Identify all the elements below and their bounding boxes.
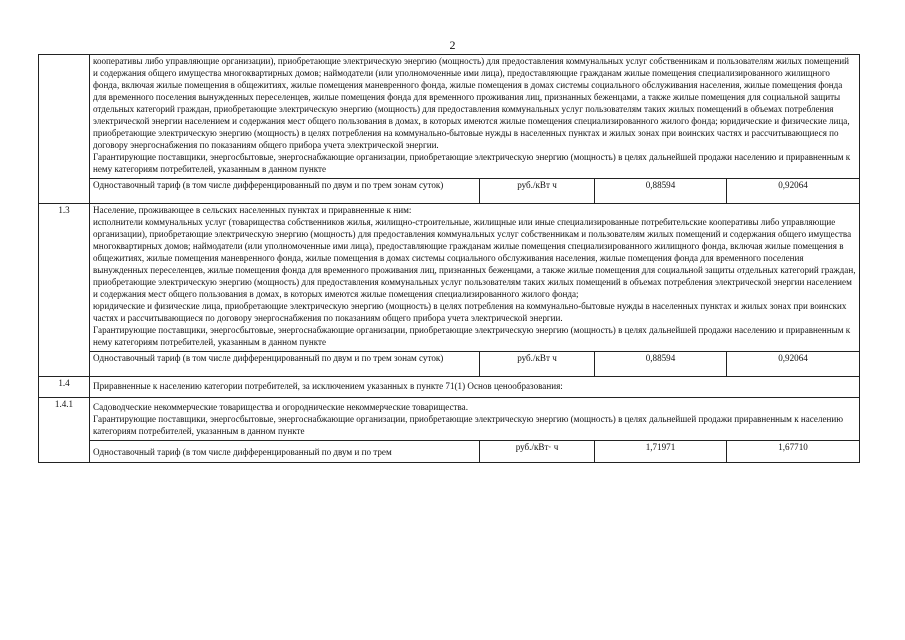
tariff-label: Одноставочный тариф (в том числе дифференцированный по двум и по трем зонам суток) (90, 352, 480, 377)
tariff-unit: руб./кВт ч (480, 179, 595, 204)
tariff-value-second-half: 0,92064 (727, 179, 860, 204)
description-paragraph: кооперативы либо управляющие организации), приобретающие электрическую энергию (мощность) для предоставления коммунальных услуг собственникам и пользователям жилых помещений и содержания общего имущества многоквартирных домов; наймодатели (или уполномоченные ими лица), предоставляющие гражданам жилые помещения специализированного жилищного фонда, включая жилые помещения в общежитиях, жилые помещения маневренного фонда, жилые помещения в домах системы социального обслуживания населения, жилые помещения фонда для временного поселения вынужденных переселенцев, жилые помещения фонда для временного проживания лиц, признанных беженцами, а также жилые помещения для социальной защиты отдельных категорий граждан, приобретающие электрическую энергию (мощность) для предоставления коммунальных услуг пользователям таких жилых помещений в объемах потребления электрической энергии населением и содержания мест общего пользования в домах, в которых имеются жилые помещения специализированного жилого фонда; юридические и физические лица, приобретающие электрическую энергию (мощность) в целях потребления на коммунально-бытовые нужды в населенных пунктах и жилых зонах при воинских частях и рассчитывающиеся по договору энергоснабжения по показаниям общего прибора учета электрической энергии. (93, 56, 850, 150)
table-row (39, 55, 860, 179)
tariff-row (39, 179, 860, 204)
table-row (39, 204, 860, 352)
row-description (90, 55, 860, 179)
tariff-unit: руб./кВт ч (480, 352, 595, 377)
table-row (39, 398, 860, 441)
tariff-table (38, 54, 860, 463)
description-paragraph: Приравненные к населению категории потребителей, за исключением указанных в пункте 71(1) Основ ценообразования: (93, 381, 563, 391)
description-paragraph: Гарантирующие поставщики, энергосбытовые, энергоснабжающие организации, приобретающие электрическую энергию (мощность) в целях дальнейшей продажи приравненным к населению категориям потребителей, указанным в данном пункте (93, 414, 844, 436)
description-paragraph: юридические и физические лица, приобретающие электрическую энергию (мощность) в целях потребления на коммунально-бытовые нужды в населенных пунктах и жилых зонах при воинских частях и рассчитывающиеся по договору энергоснабжения по показаниям общего прибора учета электрической энергии. (93, 301, 847, 323)
description-paragraph: Садоводческие некоммерческие товарищества и огороднические некоммерческие товарищества. (93, 402, 468, 412)
row-number: 1.3 (39, 204, 90, 377)
row-description (90, 398, 860, 441)
tariff-value-first-half: 0,88594 (595, 179, 727, 204)
tariff-value-first-half: 0,88594 (595, 352, 727, 377)
row-number: 1.4.1 (39, 398, 90, 463)
row-description (90, 377, 860, 398)
tariff-value-second-half: 0,92064 (727, 352, 860, 377)
description-paragraph: Население, проживающее в сельских населенных пунктах и приравненные к ним: (93, 205, 412, 215)
description-paragraph: Гарантирующие поставщики, энергосбытовые, энергоснабжающие организации, приобретающие электрическую энергию (мощность) в целях дальнейшей продажи населению и приравненным к нему категориям потребителей, указанным в данном пункте (93, 325, 851, 347)
table-row (39, 377, 860, 398)
page-number: 2 (449, 38, 456, 52)
description-paragraph: исполнители коммунальных услуг (товарищества собственников жилья, жилищно-строительные, жилищные или иные специализированные потребительские кооперативы либо управляющие организации), приобретающие электрическую энергию (мощность) для предоставления коммунальных услуг собственникам и пользователям жилых помещений и содержания общего имущества многоквартирных домов; наймодатели (или уполномоченные ими лица), предоставляющие гражданам жилые помещения специализированного жилищного фонда, включая жилые помещения в общежитиях, жилые помещения маневренного фонда, жилые помещения в домах системы социального обслуживания населения, жилые помещения фонда для временного поселения вынужденных переселенцев, жилые помещения фонда для временного проживания лиц, признанных беженцами, а также жилые помещения для социальной защиты отдельных категорий граждан, приобретающие электрическую энергию (мощность) для предоставления коммунальных услуг пользователям таких жилых помещений в объемах потребления электрической энергии населением и содержания мест общего пользования в домах, в которых имеются жилые помещения специализированного жилого фонда; (93, 217, 856, 299)
tariff-label: Одноставочный тариф (в том числе дифференцированный по двум и по трем зонам суток) (90, 179, 480, 204)
tariff-label: Одноставочный тариф (в том числе дифференцированный по двум и по трем (90, 441, 480, 463)
tariff-value-second-half: 1,67710 (727, 441, 860, 463)
description-paragraph: Гарантирующие поставщики, энергосбытовые, энергоснабжающие организации, приобретающие электрическую энергию (мощность) в целях дальнейшей продажи населению и приравненным к нему категориям потребителей, указанным в данном пункте (93, 152, 851, 174)
tariff-row (39, 352, 860, 377)
row-number: 1.4 (39, 377, 90, 398)
row-number (39, 55, 90, 204)
tariff-unit: руб./кВт· ч (480, 441, 595, 463)
row-description (90, 204, 860, 352)
tariff-value-first-half: 1,71971 (595, 441, 727, 463)
tariff-row (39, 441, 860, 463)
